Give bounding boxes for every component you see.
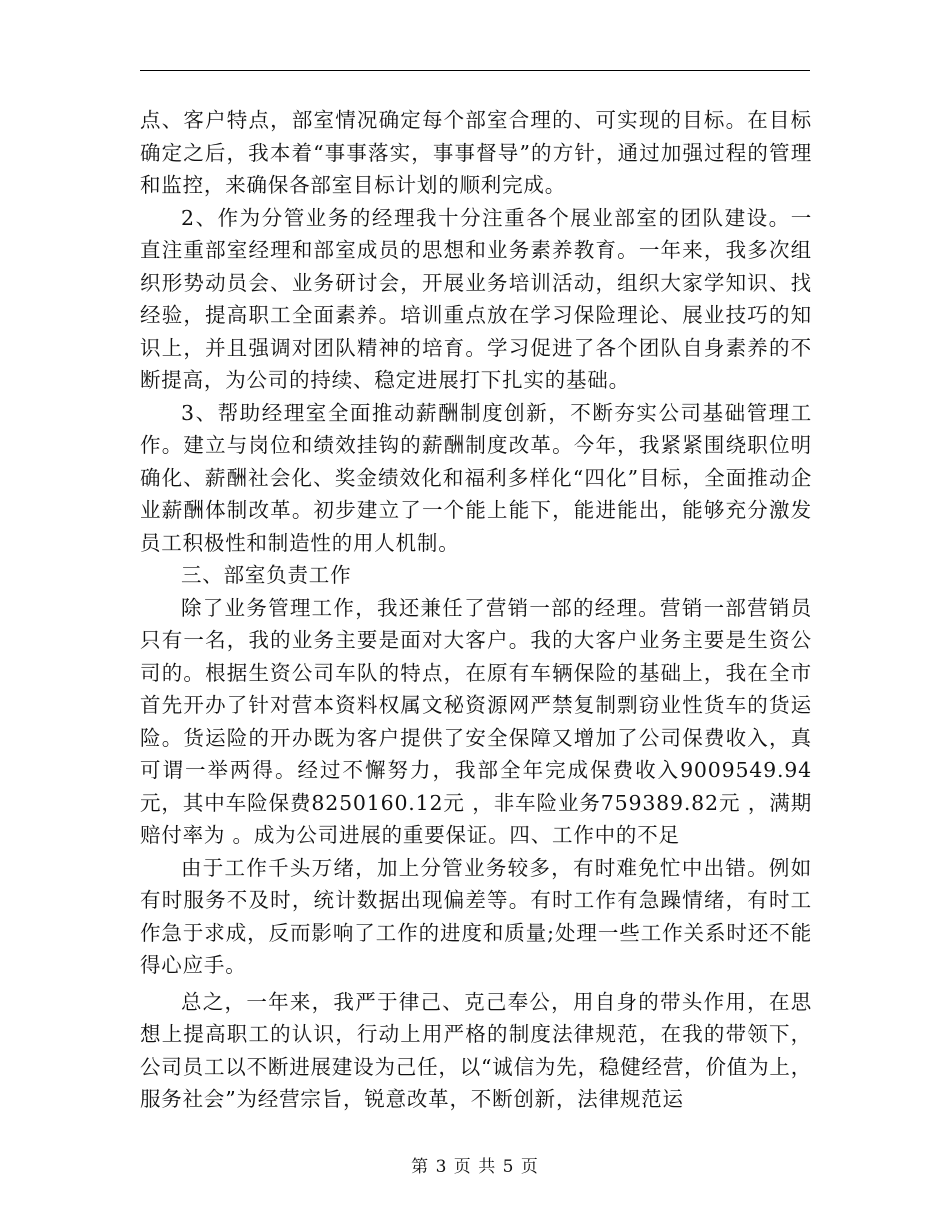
header-rule xyxy=(140,70,810,71)
document-body xyxy=(140,104,812,1116)
paragraph-summary: 总之，一年来，我严于律己、克己奉公，用自身的带头作用，在思想上提高职工的认识，行动上用严格的制度法律规范，在我的带领下，公司员工以不断进展建设为己任，以“诚信为先，稳健经营，价值为上，服务社会”为经营宗旨，锐意改革，不断创新，法律规范运 xyxy=(140,989,812,1111)
paragraph-team-building: 2、作为分管业务的经理我十分注重各个展业部室的团队建设。一直注重部室经理和部室成员的思想和业务素养教育。一年来，我多次组织形势动员会、业务研讨会，开展业务培训活动，组织大家学知识、找经验，提高职工全面素养。培训重点放在学习保险理论、展业技巧的知识上，并且强调对团队精神的培育。学习促进了各个团队自身素养的不断提高，为公司的持续、稳定进展打下扎实的基础。 xyxy=(140,205,812,392)
paragraph-salary-reform: 3、帮助经理室全面推动薪酬制度创新，不断夯实公司基础管理工作。建立与岗位和绩效挂钩的薪酬制度改革。今年，我紧紧围绕职位明确化、薪酬社会化、奖金绩效化和福利多样化“四化”目标，全面推动企业薪酬体制改革。初步建立了一个能上能下，能进能出，能够充分激发员工积极性和制造性的用人机制。 xyxy=(140,400,812,555)
page-number-footer: 第 3 页 共 5 页 xyxy=(411,1157,539,1177)
paragraph-sales-department: 除了业务管理工作，我还兼任了营销一部的经理。营销一部营销员只有一名，我的业务主要是面对大客户。我的大客户业务主要是生资公司的。根据生资公司车队的特点，在原有车辆保险的基础上，我在全市首先开办了针对营本资料权属文秘资源网严禁复制剽窃业性货车的货运险。货运险的开办既为客户提供了安全保障又增加了公司保费收入，真可谓一举两得。经过不懈努力，我部全年完成保费收入9009549.94元，其中车险保费8250160.12元 ，非车险业务759389.82元 ，满期赔付率为 。成为公司进展的重要保证。四、工作中的不足 xyxy=(140,595,812,847)
paragraph-continuation: 点、客户特点，部室情况确定每个部室合理的、可实现的目标。在目标确定之后，我本着“事事落实，事事督导”的方针，通过加强过程的管理和监控，来确保各部室目标计划的顺利完成。 xyxy=(140,108,812,197)
paragraph-shortcomings: 由于工作千头万绪，加上分管业务较多，有时难免忙中出错。例如有时服务不及时，统计数据出现偏差等。有时工作有急躁情绪，有时工作急于求成，反而影响了工作的进度和质量;处理一些工作关系时还不能得心应手。 xyxy=(140,855,812,977)
section-heading-department-work: 三、部室负责工作 xyxy=(181,563,352,587)
